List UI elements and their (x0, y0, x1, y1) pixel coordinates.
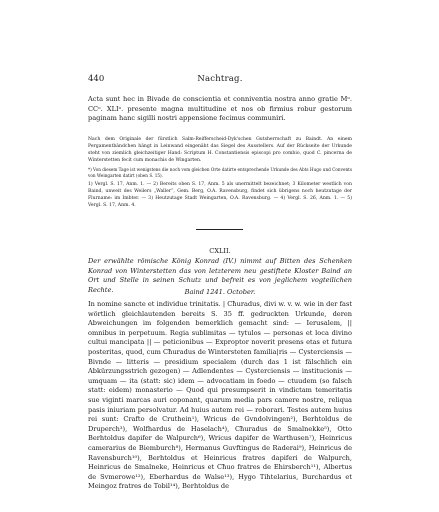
source-note: Nach dem Originale der fürstlich Salm-Reifferscheid-Dyk'schen Gutsherrschaft zu Baindt. An einem Pergamentbändchen hängt in Leinwand eingenäht das Siegel des Ausstellers. Auf der Rückseite der Urkunde steht von ziemlich gleichzeitiger Hand: Scriptum H. Constantiensis episcopi pro combio, quod C. pincerna de Winterstetten fecit cum monachis de Wingarten. (88, 137, 352, 163)
footnotes: 1) Vergl. S. 17, Anm. 1. — 2) Bereits oben S. 17, Anm. 5 als unermittelt bezeichnet; 3 Kilometer westlich von Baind, unweit des Weilers „Waller“, Gem. Berg, O.A. Ravensburg, findet sich übrigens noch heutzutage der Flurname: im Imbter. — 3) Heutzutage Stadt Weingarten, O.A. Ravensburg. — 4) Vergl. S. 26, Anm. 1. — 5) Vergl. S. 17, Anm. 4. (88, 182, 352, 208)
running-header (88, 74, 352, 86)
page-title: Nachtrag. (197, 74, 243, 84)
document-date: Baind 1241. October. (184, 288, 256, 296)
document-text: In nomine sancte et individue trinitatis. | Cħuradus, divi w. v. w. wie in der fast wörtlich gleichlautenden bereits S. 35 ff. gedruckten Urkunde, deren Abweichungen im folgenden bemerklich gemacht sind: — Ierusalem, || omnibus in perpetuum. Regia sublimitas — tytulos — personas et loca divino cultui mancipata || — peticionibus — Exproptor noverit presens etas et futura posteritas, quod, cum Cħuradus de Wintersteten familia|ris — Cysterciensis — Bivnde — litteris — presidium specialem (durch das 1 ist fälschlich ein Abkürzungsstrich gezogen) — Adlendentes — Cysterciensis — institucionis — umquam — ita (statt: sic) idem — advocatiam in foedo — ctuudem (so falsch statt: eidem) monasterio — Quod qui presumpserit in vindictam temeritatis sue viginti marcas auri coponant, quarum media pars camere nostre, reliqua pasis iniuriam persolvatur. Ad huius autem rei — roborari. Testes autem huius rei sunt: Crafto de Cruthein¹), Wricus de Gvndolvingen²), Berhtoldus de Druperch³), Wolfhardus de Haselach⁴), Cħuradus de Smalnekke⁵), Otto Berhtoldus dapifer de Walpurch⁶), Wricus dapifer de Warthusen⁷), Heinricus camerarius de Biemburch⁸), Hermanus Guvftingus de Raderai⁹), Heinricus de Ravensburch¹⁰), Berhtoldus et Heinricus fratres dapiferi de Walpurch, Heinricus de Smalneke, Heinricus et Cħuo fratres de Ehirsberch¹¹), Albertus de Svmerowe¹²), Eberhardus de Walse¹³), Hygo Tihtelarius, Burchardus et Meingoz fratres de Tobil¹⁴), Berhtoldus de (88, 300, 352, 491)
document-summary: Der erwählte römische König Konrad (IV.) nimmt auf Bitten des Schenken Konrad von Winterstetten das von letzterem neu gestiftete Kloster Baind an Ort und Stelle in seinen Schutz und befreit es von jeglichem vogteilichen Rechte. (88, 257, 352, 294)
star-footnote: *) Von diesem Tage ist wenigstens die noch vom gleichen Orte datirte entsprechende Urkunde des Abts Hugo und Convents von Weingarten datirt (oben S. 15). (88, 167, 352, 179)
document-number: CXLII. (209, 247, 231, 255)
section-divider (196, 229, 243, 230)
closing-paragraph: Acta sunt hec in Bivade de conscientia et conniventia nostra anno gratie Mᵒ. CCᵒ. XLIᵒ. presente magna multitudine et nos ob firmius robur gestorum paginam hanc sigilli nostri appensione fecimus communiri. (88, 95, 352, 123)
page-number: 440 (88, 74, 105, 84)
